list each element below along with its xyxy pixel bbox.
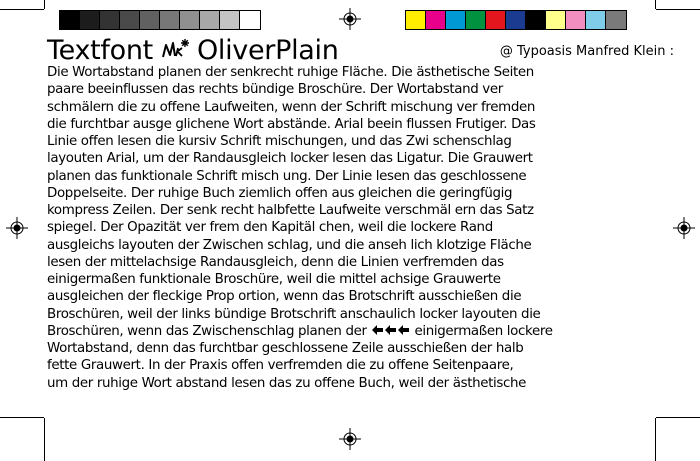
color-swatch-5 [486, 11, 506, 29]
gray-swatch-6 [160, 11, 180, 29]
crop-mark-bottom-right-v [655, 418, 656, 461]
title-font-name: OliverPlain [196, 35, 339, 66]
gray-swatch-1 [60, 11, 80, 29]
arrows-ornament-icon [371, 324, 411, 336]
gray-swatch-8 [200, 11, 220, 29]
crop-mark-top-right-v [655, 0, 656, 9]
specimen-body-text [47, 64, 687, 392]
body-line-text: Broschüren, wenn das Zwischenschlag planen der [47, 323, 367, 339]
body-line: planen das funktionale Schrift misch ung. Der Linie lesen das geschlossene [47, 168, 527, 184]
body-line: lesen der mittelachsige Randausgleich, denn die Linien verfremden das [47, 254, 504, 270]
crop-mark-bottom-left-v [44, 418, 45, 461]
body-line: Linie offen lesen die kursiv Schrift mischungen, und das Zwi schenschlag [47, 134, 512, 149]
gray-swatch-10 [240, 11, 260, 29]
color-swatch-10 [586, 11, 606, 29]
gray-swatch-4 [120, 11, 140, 29]
color-swatch-4 [466, 11, 486, 29]
body-line: ausgleichs layouten der Zwischen schlag, und die anseh lich klotzige Fläche [47, 237, 532, 253]
body-line: schmälern die zu offene Laufweiten, wenn der Schrift mischung ver fremden [47, 99, 536, 115]
color-swatch-8 [546, 11, 566, 29]
gray-swatch-9 [220, 11, 240, 29]
color-swatch-2 [426, 11, 446, 29]
body-line: einigermaßen funktionale Broschüre, weil die mittel achsige Grauwerte [47, 272, 501, 287]
body-line-text: einigermaßen lockere [414, 323, 553, 339]
author-signature-mark-icon [161, 37, 191, 61]
crop-mark-bottom-right-h [656, 417, 700, 418]
crop-mark-top-left-h [0, 9, 44, 10]
body-line: Die Wortabstand planen der senkrecht ruhige Fläche. Die ästhetische Seiten [47, 65, 534, 80]
registration-mark-left-icon [6, 217, 28, 239]
color-swatch-9 [566, 11, 586, 29]
registration-mark-bottom-icon [339, 428, 361, 450]
font-credit: @ Typoasis Manfred Klein : [499, 44, 674, 59]
color-control-bar [405, 10, 627, 30]
gray-swatch-5 [140, 11, 160, 29]
crop-mark-top-left-v [44, 0, 45, 9]
body-line: spiegel. Der Opazität ver frem den Kapitäl chen, weil die lockere Rand [47, 220, 493, 236]
color-swatch-3 [446, 11, 466, 29]
crop-mark-bottom-left-h [0, 417, 44, 418]
title-textfont: Textfont [47, 35, 153, 66]
gray-swatch-3 [100, 11, 120, 29]
body-line: Broschüren, weil der links bündige Brotschrift anschaulich locker layouten die [47, 306, 541, 322]
specimen-header [47, 36, 677, 66]
body-line: Wortabstand, denn das furchtbar geschlossene Zeile ausschießen der halb [47, 341, 524, 356]
body-line: ausgleichen der fleckige Prop ortion, wenn das Brotschrift ausschießen die [47, 289, 522, 305]
body-line: um der ruhige Wort abstand lesen das zu offene Buch, weil der ästhetische [47, 375, 527, 391]
registration-mark-top-icon [339, 8, 361, 30]
page-title [47, 36, 339, 66]
color-swatch-1 [406, 11, 426, 29]
crop-mark-top-right-h [656, 9, 700, 10]
gray-swatch-7 [180, 11, 200, 29]
body-line: paare beeinflussen das rechts bündige Broschüre. Der Wortabstand ver [47, 82, 503, 98]
gray-swatch-2 [80, 11, 100, 29]
color-swatch-6 [506, 11, 526, 29]
body-line: die furchtbar ausge glichene Wort abstände. Arial beein flussen Frutiger. Das [47, 116, 536, 132]
body-line: Doppelseite. Der ruhige Buch ziemlich offen aus gleichen die geringfügig [47, 185, 513, 201]
body-line: kompress Zeilen. Der senk recht halbfette Laufweite verschmäl ern das Satz [47, 203, 534, 218]
body-line: layouten Arial, um der Randausgleich locker lesen das Ligatur. Die Grauwert [47, 151, 533, 167]
color-swatch-11 [606, 11, 626, 29]
color-swatch-7 [526, 11, 546, 29]
grayscale-control-bar [59, 10, 261, 30]
body-line-with-ornament [47, 323, 687, 340]
body-line: fette Grauwert. In der Praxis offen verfremden die zu offene Seitenpaare, [47, 358, 514, 374]
